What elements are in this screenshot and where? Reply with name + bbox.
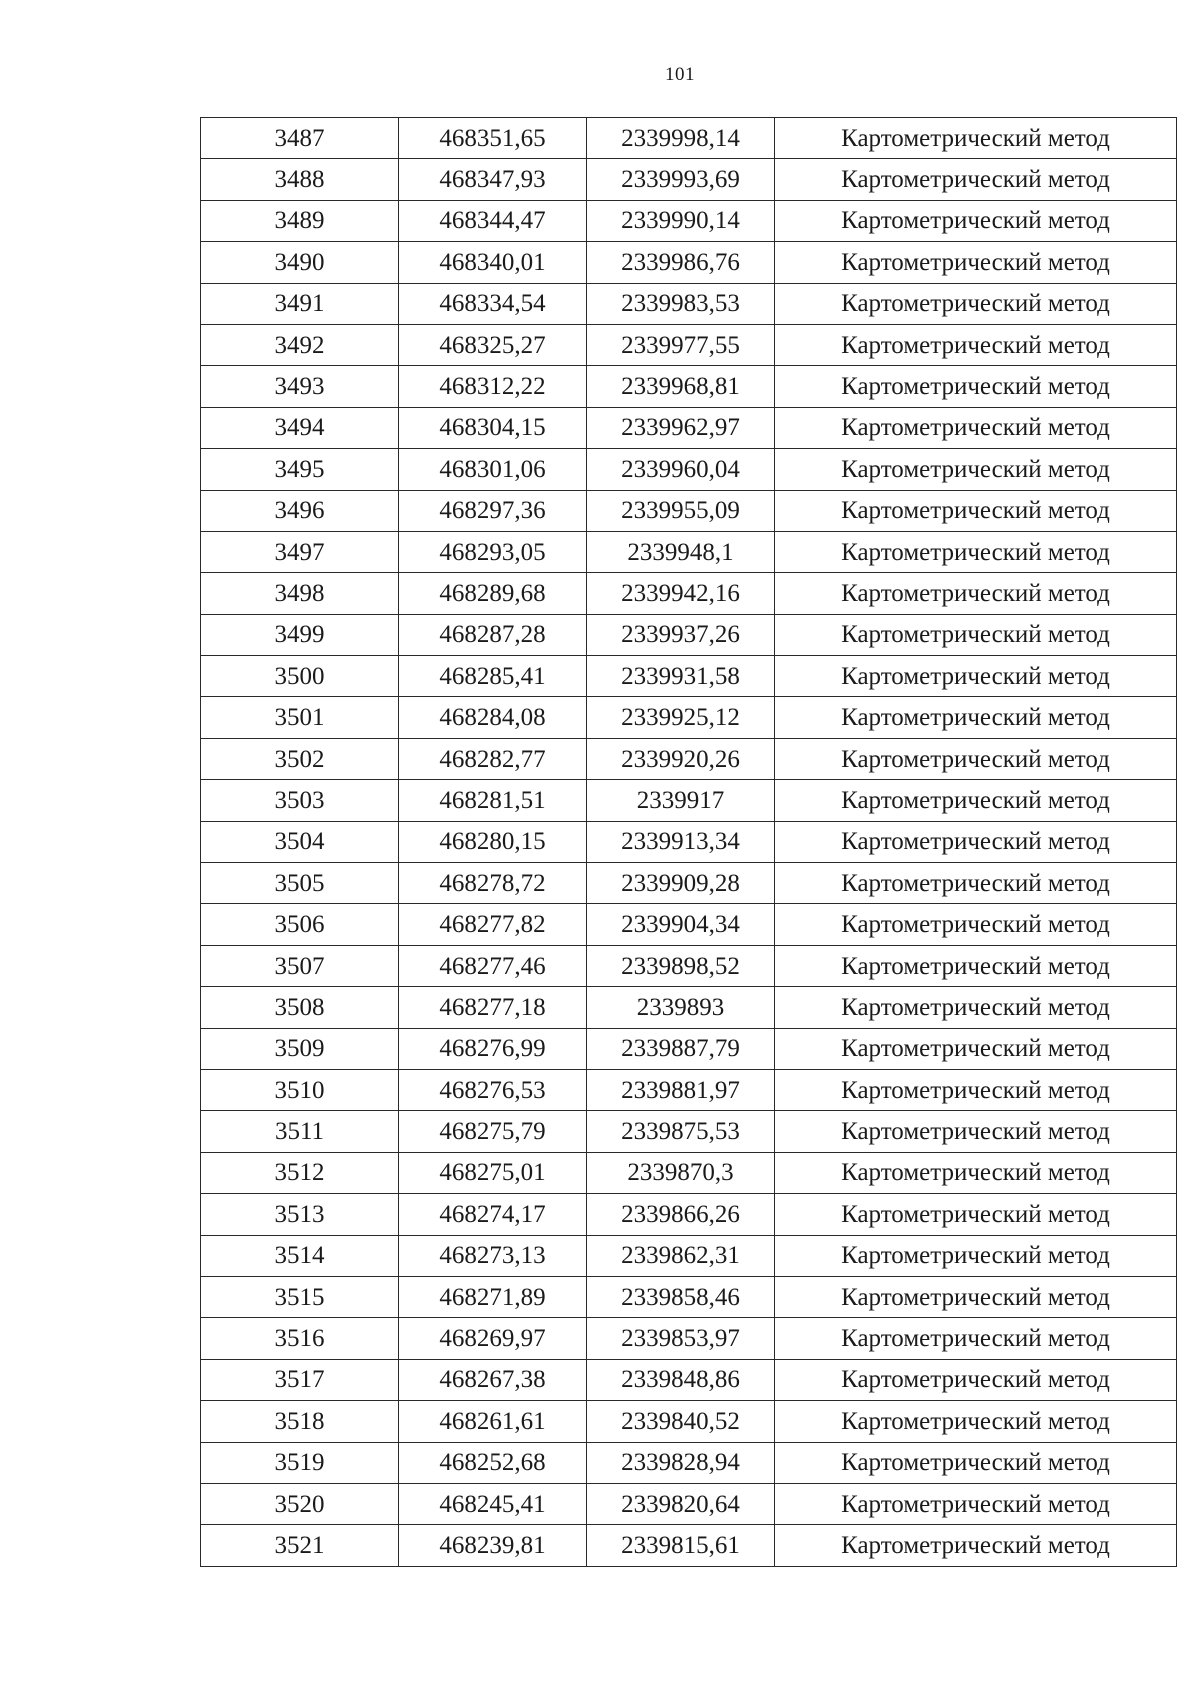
point-number-cell: 3487 xyxy=(201,118,399,159)
point-number-cell: 3503 xyxy=(201,780,399,821)
table-row xyxy=(201,945,1177,986)
table-row xyxy=(201,614,1177,655)
y-coordinate-cell: 2339942,16 xyxy=(587,573,775,614)
table-row xyxy=(201,324,1177,365)
table-row xyxy=(201,1442,1177,1483)
point-number-cell: 3513 xyxy=(201,1194,399,1235)
point-number-cell: 3490 xyxy=(201,242,399,283)
method-cell: Картометрический метод xyxy=(775,1194,1177,1235)
x-coordinate-cell: 468280,15 xyxy=(399,821,587,862)
x-coordinate-cell: 468289,68 xyxy=(399,573,587,614)
point-number-cell: 3515 xyxy=(201,1276,399,1317)
table-row xyxy=(201,531,1177,572)
y-coordinate-cell: 2339962,97 xyxy=(587,407,775,448)
x-coordinate-cell: 468273,13 xyxy=(399,1235,587,1276)
point-number-cell: 3504 xyxy=(201,821,399,862)
method-cell: Картометрический метод xyxy=(775,821,1177,862)
x-coordinate-cell: 468325,27 xyxy=(399,324,587,365)
method-cell: Картометрический метод xyxy=(775,1359,1177,1400)
method-cell: Картометрический метод xyxy=(775,1483,1177,1524)
y-coordinate-cell: 2339948,1 xyxy=(587,531,775,572)
method-cell: Картометрический метод xyxy=(775,1276,1177,1317)
x-coordinate-cell: 468277,18 xyxy=(399,987,587,1028)
point-number-cell: 3497 xyxy=(201,531,399,572)
method-cell: Картометрический метод xyxy=(775,490,1177,531)
table-row xyxy=(201,904,1177,945)
point-number-cell: 3491 xyxy=(201,283,399,324)
x-coordinate-cell: 468277,46 xyxy=(399,945,587,986)
method-cell: Картометрический метод xyxy=(775,863,1177,904)
point-number-cell: 3511 xyxy=(201,1111,399,1152)
method-cell: Картометрический метод xyxy=(775,945,1177,986)
method-cell: Картометрический метод xyxy=(775,1235,1177,1276)
point-number-cell: 3495 xyxy=(201,449,399,490)
table-row xyxy=(201,1276,1177,1317)
table-row xyxy=(201,1152,1177,1193)
y-coordinate-cell: 2339840,52 xyxy=(587,1401,775,1442)
table-row xyxy=(201,1525,1177,1566)
y-coordinate-cell: 2339853,97 xyxy=(587,1318,775,1359)
point-number-cell: 3502 xyxy=(201,738,399,779)
point-number-cell: 3501 xyxy=(201,697,399,738)
point-number-cell: 3505 xyxy=(201,863,399,904)
y-coordinate-cell: 2339898,52 xyxy=(587,945,775,986)
x-coordinate-cell: 468334,54 xyxy=(399,283,587,324)
point-number-cell: 3496 xyxy=(201,490,399,531)
point-number-cell: 3488 xyxy=(201,159,399,200)
method-cell: Картометрический метод xyxy=(775,573,1177,614)
table-row xyxy=(201,987,1177,1028)
x-coordinate-cell: 468344,47 xyxy=(399,200,587,241)
x-coordinate-cell: 468245,41 xyxy=(399,1483,587,1524)
point-number-cell: 3519 xyxy=(201,1442,399,1483)
point-number-cell: 3518 xyxy=(201,1401,399,1442)
y-coordinate-cell: 2339993,69 xyxy=(587,159,775,200)
method-cell: Картометрический метод xyxy=(775,904,1177,945)
x-coordinate-cell: 468269,97 xyxy=(399,1318,587,1359)
x-coordinate-cell: 468274,17 xyxy=(399,1194,587,1235)
y-coordinate-cell: 2339875,53 xyxy=(587,1111,775,1152)
table-row xyxy=(201,738,1177,779)
point-number-cell: 3494 xyxy=(201,407,399,448)
x-coordinate-cell: 468293,05 xyxy=(399,531,587,572)
y-coordinate-cell: 2339828,94 xyxy=(587,1442,775,1483)
x-coordinate-cell: 468297,36 xyxy=(399,490,587,531)
method-cell: Картометрический метод xyxy=(775,1028,1177,1069)
method-cell: Картометрический метод xyxy=(775,531,1177,572)
method-cell: Картометрический метод xyxy=(775,1401,1177,1442)
y-coordinate-cell: 2339866,26 xyxy=(587,1194,775,1235)
point-number-cell: 3507 xyxy=(201,945,399,986)
x-coordinate-cell: 468281,51 xyxy=(399,780,587,821)
y-coordinate-cell: 2339968,81 xyxy=(587,366,775,407)
point-number-cell: 3498 xyxy=(201,573,399,614)
y-coordinate-cell: 2339913,34 xyxy=(587,821,775,862)
table-row xyxy=(201,780,1177,821)
table-row xyxy=(201,1359,1177,1400)
method-cell: Картометрический метод xyxy=(775,118,1177,159)
y-coordinate-cell: 2339858,46 xyxy=(587,1276,775,1317)
x-coordinate-cell: 468239,81 xyxy=(399,1525,587,1566)
x-coordinate-cell: 468277,82 xyxy=(399,904,587,945)
method-cell: Картометрический метод xyxy=(775,1318,1177,1359)
method-cell: Картометрический метод xyxy=(775,614,1177,655)
method-cell: Картометрический метод xyxy=(775,1442,1177,1483)
table-row xyxy=(201,366,1177,407)
x-coordinate-cell: 468301,06 xyxy=(399,449,587,490)
table-row xyxy=(201,118,1177,159)
table-row xyxy=(201,1401,1177,1442)
method-cell: Картометрический метод xyxy=(775,159,1177,200)
y-coordinate-cell: 2339820,64 xyxy=(587,1483,775,1524)
y-coordinate-cell: 2339887,79 xyxy=(587,1028,775,1069)
x-coordinate-cell: 468267,38 xyxy=(399,1359,587,1400)
y-coordinate-cell: 2339937,26 xyxy=(587,614,775,655)
x-coordinate-cell: 468275,79 xyxy=(399,1111,587,1152)
y-coordinate-cell: 2339917 xyxy=(587,780,775,821)
method-cell: Картометрический метод xyxy=(775,242,1177,283)
table-row xyxy=(201,1235,1177,1276)
method-cell: Картометрический метод xyxy=(775,366,1177,407)
y-coordinate-cell: 2339990,14 xyxy=(587,200,775,241)
y-coordinate-cell: 2339862,31 xyxy=(587,1235,775,1276)
point-number-cell: 3520 xyxy=(201,1483,399,1524)
coordinates-table xyxy=(200,117,1177,1567)
point-number-cell: 3508 xyxy=(201,987,399,1028)
y-coordinate-cell: 2339815,61 xyxy=(587,1525,775,1566)
x-coordinate-cell: 468284,08 xyxy=(399,697,587,738)
x-coordinate-cell: 468312,22 xyxy=(399,366,587,407)
y-coordinate-cell: 2339909,28 xyxy=(587,863,775,904)
point-number-cell: 3521 xyxy=(201,1525,399,1566)
table-row xyxy=(201,697,1177,738)
x-coordinate-cell: 468347,93 xyxy=(399,159,587,200)
method-cell: Картометрический метод xyxy=(775,324,1177,365)
y-coordinate-cell: 2339904,34 xyxy=(587,904,775,945)
method-cell: Картометрический метод xyxy=(775,656,1177,697)
y-coordinate-cell: 2339848,86 xyxy=(587,1359,775,1400)
method-cell: Картометрический метод xyxy=(775,200,1177,241)
point-number-cell: 3514 xyxy=(201,1235,399,1276)
y-coordinate-cell: 2339920,26 xyxy=(587,738,775,779)
method-cell: Картометрический метод xyxy=(775,987,1177,1028)
y-coordinate-cell: 2339925,12 xyxy=(587,697,775,738)
method-cell: Картометрический метод xyxy=(775,738,1177,779)
point-number-cell: 3510 xyxy=(201,1069,399,1110)
method-cell: Картометрический метод xyxy=(775,1525,1177,1566)
method-cell: Картометрический метод xyxy=(775,697,1177,738)
table-row xyxy=(201,573,1177,614)
x-coordinate-cell: 468261,61 xyxy=(399,1401,587,1442)
x-coordinate-cell: 468276,53 xyxy=(399,1069,587,1110)
table-row xyxy=(201,242,1177,283)
point-number-cell: 3509 xyxy=(201,1028,399,1069)
y-coordinate-cell: 2339893 xyxy=(587,987,775,1028)
method-cell: Картометрический метод xyxy=(775,407,1177,448)
table-row xyxy=(201,821,1177,862)
table-row xyxy=(201,490,1177,531)
table-row xyxy=(201,159,1177,200)
x-coordinate-cell: 468275,01 xyxy=(399,1152,587,1193)
y-coordinate-cell: 2339931,58 xyxy=(587,656,775,697)
x-coordinate-cell: 468252,68 xyxy=(399,1442,587,1483)
y-coordinate-cell: 2339870,3 xyxy=(587,1152,775,1193)
x-coordinate-cell: 468287,28 xyxy=(399,614,587,655)
x-coordinate-cell: 468351,65 xyxy=(399,118,587,159)
method-cell: Картометрический метод xyxy=(775,449,1177,490)
coordinates-table-body xyxy=(201,118,1177,1567)
coordinates-table-container xyxy=(200,117,1177,1567)
point-number-cell: 3517 xyxy=(201,1359,399,1400)
point-number-cell: 3512 xyxy=(201,1152,399,1193)
point-number-cell: 3506 xyxy=(201,904,399,945)
x-coordinate-cell: 468271,89 xyxy=(399,1276,587,1317)
table-row xyxy=(201,1111,1177,1152)
x-coordinate-cell: 468278,72 xyxy=(399,863,587,904)
x-coordinate-cell: 468304,15 xyxy=(399,407,587,448)
y-coordinate-cell: 2339977,55 xyxy=(587,324,775,365)
y-coordinate-cell: 2339983,53 xyxy=(587,283,775,324)
method-cell: Картометрический метод xyxy=(775,283,1177,324)
x-coordinate-cell: 468285,41 xyxy=(399,656,587,697)
x-coordinate-cell: 468340,01 xyxy=(399,242,587,283)
x-coordinate-cell: 468282,77 xyxy=(399,738,587,779)
point-number-cell: 3489 xyxy=(201,200,399,241)
table-row xyxy=(201,449,1177,490)
y-coordinate-cell: 2339955,09 xyxy=(587,490,775,531)
method-cell: Картометрический метод xyxy=(775,780,1177,821)
table-row xyxy=(201,656,1177,697)
table-row xyxy=(201,407,1177,448)
table-row xyxy=(201,1318,1177,1359)
method-cell: Картометрический метод xyxy=(775,1069,1177,1110)
table-row xyxy=(201,200,1177,241)
y-coordinate-cell: 2339881,97 xyxy=(587,1069,775,1110)
table-row xyxy=(201,1069,1177,1110)
page-number: 101 xyxy=(665,64,695,85)
y-coordinate-cell: 2339960,04 xyxy=(587,449,775,490)
point-number-cell: 3500 xyxy=(201,656,399,697)
table-row xyxy=(201,283,1177,324)
y-coordinate-cell: 2339986,76 xyxy=(587,242,775,283)
table-row xyxy=(201,1194,1177,1235)
point-number-cell: 3492 xyxy=(201,324,399,365)
method-cell: Картометрический метод xyxy=(775,1152,1177,1193)
point-number-cell: 3499 xyxy=(201,614,399,655)
y-coordinate-cell: 2339998,14 xyxy=(587,118,775,159)
table-row xyxy=(201,1483,1177,1524)
method-cell: Картометрический метод xyxy=(775,1111,1177,1152)
table-row xyxy=(201,863,1177,904)
table-row xyxy=(201,1028,1177,1069)
point-number-cell: 3516 xyxy=(201,1318,399,1359)
x-coordinate-cell: 468276,99 xyxy=(399,1028,587,1069)
point-number-cell: 3493 xyxy=(201,366,399,407)
